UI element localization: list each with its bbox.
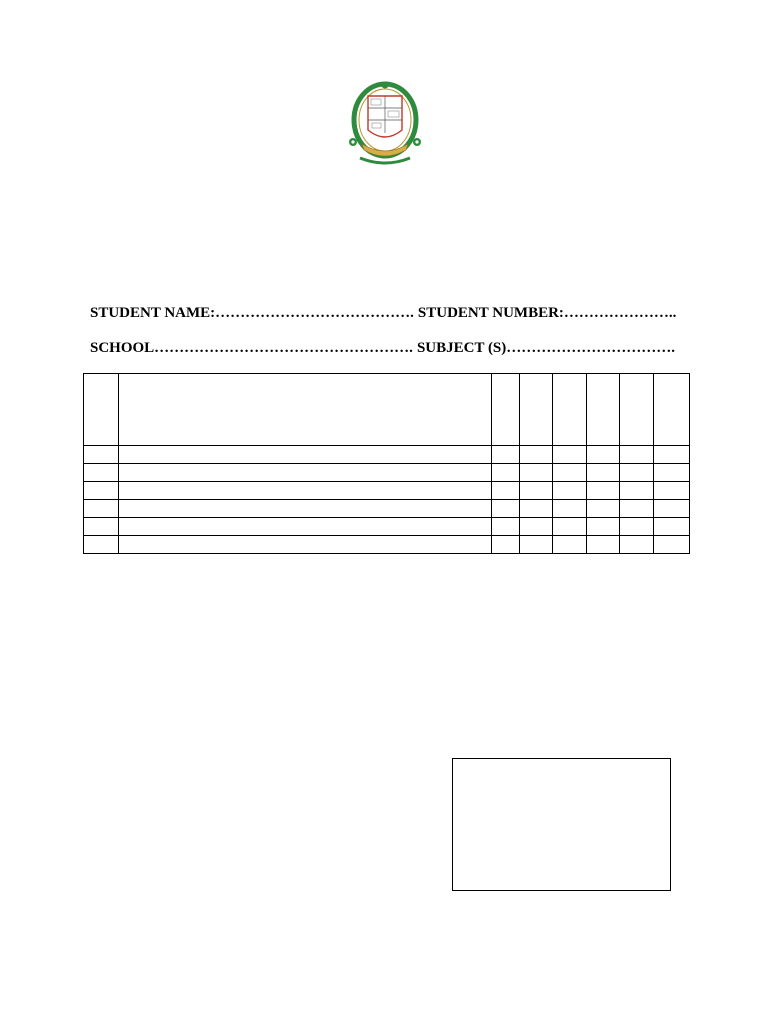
subject-field[interactable]: SUBJECT (S)…………………………….: [416, 340, 676, 356]
table-cell[interactable]: [520, 374, 553, 446]
table-cell[interactable]: [587, 374, 620, 446]
school-subject-line: [90, 340, 675, 357]
table-cell[interactable]: [119, 500, 492, 518]
table-cell[interactable]: [587, 518, 620, 536]
table-cell[interactable]: [84, 500, 119, 518]
table-cell[interactable]: [553, 464, 587, 482]
student-info-line: [90, 305, 676, 322]
table-cell[interactable]: [553, 374, 587, 446]
university-crest-icon: [344, 78, 426, 170]
table-cell[interactable]: [520, 482, 553, 500]
table-cell[interactable]: [654, 482, 690, 500]
table-cell[interactable]: [553, 482, 587, 500]
table-cell[interactable]: [84, 464, 119, 482]
table-cell[interactable]: [84, 518, 119, 536]
table-cell[interactable]: [620, 374, 654, 446]
table-cell[interactable]: [119, 464, 492, 482]
table-cell[interactable]: [492, 482, 520, 500]
table-cell[interactable]: [587, 536, 620, 554]
table-cell[interactable]: [587, 500, 620, 518]
table-row: [84, 464, 690, 482]
table-cell[interactable]: [620, 482, 654, 500]
table-cell[interactable]: [654, 518, 690, 536]
table-cell[interactable]: [620, 536, 654, 554]
table-row: [84, 500, 690, 518]
table-cell[interactable]: [587, 464, 620, 482]
table-cell[interactable]: [520, 446, 553, 464]
table-row: [84, 518, 690, 536]
table-cell[interactable]: [492, 464, 520, 482]
student-number-field[interactable]: STUDENT NUMBER:…………………..: [417, 305, 677, 321]
table-cell[interactable]: [654, 446, 690, 464]
table-cell[interactable]: [492, 374, 520, 446]
table-cell[interactable]: [492, 446, 520, 464]
table-cell[interactable]: [119, 518, 492, 536]
table-cell[interactable]: [84, 374, 119, 446]
table-cell[interactable]: [654, 536, 690, 554]
table-cell[interactable]: [553, 446, 587, 464]
table-cell[interactable]: [553, 518, 587, 536]
table-cell[interactable]: [620, 518, 654, 536]
table-cell[interactable]: [119, 482, 492, 500]
table-row: [84, 536, 690, 554]
table-cell[interactable]: [520, 464, 553, 482]
table-cell[interactable]: [654, 374, 690, 446]
table-cell[interactable]: [492, 536, 520, 554]
table-cell[interactable]: [553, 500, 587, 518]
table-cell[interactable]: [84, 536, 119, 554]
table-cell[interactable]: [492, 500, 520, 518]
table-row: [84, 446, 690, 464]
table-cell[interactable]: [654, 500, 690, 518]
table-cell[interactable]: [492, 518, 520, 536]
table-cell[interactable]: [520, 518, 553, 536]
table-cell[interactable]: [520, 536, 553, 554]
table-cell[interactable]: [520, 500, 553, 518]
table-cell[interactable]: [84, 446, 119, 464]
table-cell[interactable]: [654, 464, 690, 482]
table-cell[interactable]: [620, 500, 654, 518]
table-cell[interactable]: [119, 374, 492, 446]
table-header-row: [84, 374, 690, 446]
table-cell[interactable]: [119, 446, 492, 464]
table-cell[interactable]: [587, 482, 620, 500]
table-row: [84, 482, 690, 500]
table-cell[interactable]: [620, 446, 654, 464]
table-cell[interactable]: [587, 446, 620, 464]
table-cell[interactable]: [553, 536, 587, 554]
table-cell[interactable]: [119, 536, 492, 554]
table-cell[interactable]: [620, 464, 654, 482]
student-name-field[interactable]: STUDENT NAME:………………………………….: [90, 305, 414, 321]
school-field[interactable]: SCHOOL…………………………………………….: [90, 340, 413, 356]
assessment-grid: [83, 373, 690, 554]
table-cell[interactable]: [84, 482, 119, 500]
stamp-box[interactable]: [452, 758, 671, 891]
